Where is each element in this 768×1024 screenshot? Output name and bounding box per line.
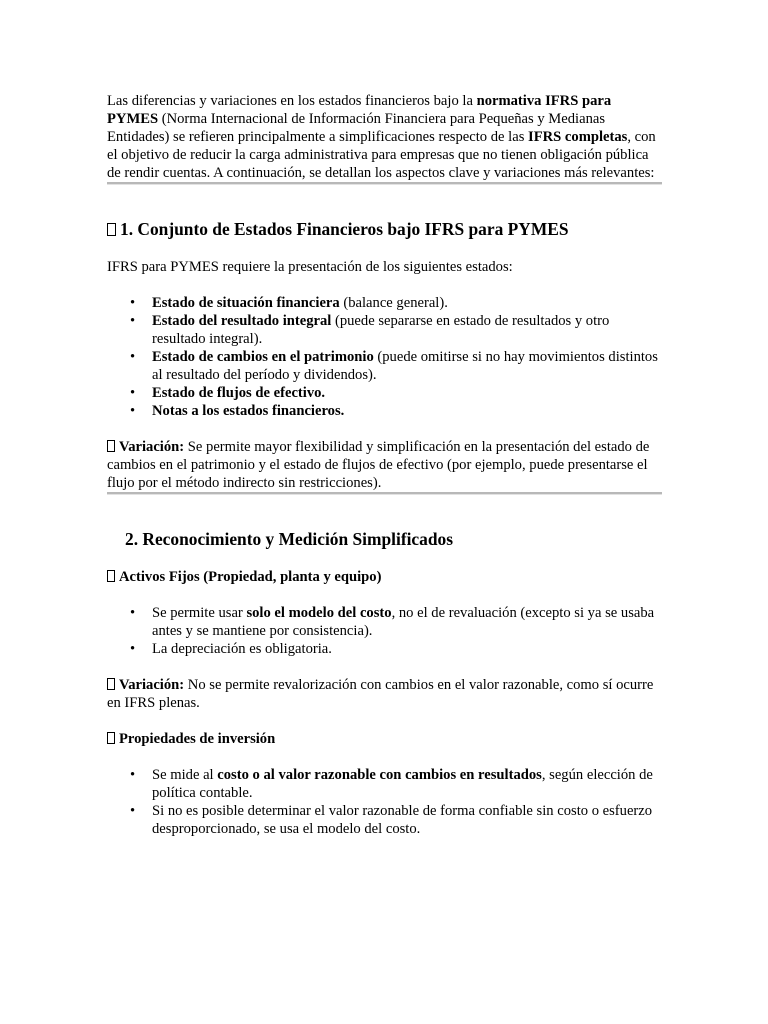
- list-item-bold: Notas a los estados financieros.: [152, 403, 345, 419]
- list-item: [152, 604, 662, 640]
- list-item-text: Si no es posible determinar el valor razonable de forma confiable sin costo o esfuerzo desproporcionado, se usa el modelo del costo.: [152, 803, 653, 837]
- section1-lead: IFRS para PYMES requiere la presentación de los siguientes estados:: [107, 259, 513, 275]
- note-text: Se permite mayor flexibilidad y simplificación en la presentación del estado de cambios en el patrimonio y el estado de flujos de efectivo (por ejemplo, puede presentarse el flujo por el método indirecto sin restricciones).: [107, 439, 650, 491]
- list-item: [152, 384, 662, 402]
- list-item: [152, 294, 662, 312]
- note-label: Variación:: [119, 439, 185, 455]
- missing-glyph-icon: [107, 732, 115, 744]
- list-item: [152, 802, 662, 838]
- section1-note: [107, 438, 662, 492]
- note-text: No se permite revalorización con cambios en el valor razonable, como sí ocurre en IFRS plenas.: [107, 677, 654, 711]
- list-item: [152, 402, 662, 420]
- intro-bold-1: normativa IFRS para PYMES: [107, 93, 612, 127]
- list-item-text: (puede omitirse si no hay movimientos distintos al resultado del período y dividendos).: [152, 349, 658, 383]
- missing-glyph-icon: [107, 223, 116, 236]
- subsection-heading: [107, 568, 662, 586]
- list-item-bold: Estado de flujos de efectivo.: [152, 385, 326, 401]
- list-item: [152, 312, 662, 348]
- section2-heading: 2. Reconocimiento y Medición Simplificados: [125, 529, 453, 549]
- intro-paragraph: [107, 92, 662, 182]
- list-item-text: , según elección de política contable.: [152, 767, 653, 801]
- document-content: [107, 92, 662, 838]
- subsection-title: Activos Fijos (Propiedad, planta y equipo): [119, 569, 382, 585]
- list-item-text: (puede separarse en estado de resultados y otro resultado integral).: [152, 313, 610, 347]
- divider: [107, 492, 662, 494]
- intro-text-3: , con el objetivo de reducir la carga administrativa para empresas que no tienen obligación pública de rendir cuentas. A continuación, se detallan los aspectos clave y variaciones más relevantes:: [107, 129, 656, 181]
- section1-title: 1. Conjunto de Estados Financieros bajo IFRS para PYMES: [120, 219, 569, 239]
- list-item-bold: Estado de cambios en el patrimonio: [152, 349, 374, 365]
- note-label: Variación:: [119, 677, 185, 693]
- list-item-bold: solo el modelo del costo: [246, 605, 392, 621]
- subsection-title: Propiedades de inversión: [119, 731, 276, 747]
- missing-glyph-icon: [107, 570, 115, 582]
- list-item-bold: Estado de situación financiera: [152, 295, 340, 311]
- list-item-text: La depreciación es obligatoria.: [152, 641, 332, 657]
- intro-text-1: Las diferencias y variaciones en los estados financieros bajo la: [107, 93, 477, 109]
- subsection1-note: [107, 676, 662, 712]
- list-item-text: (balance general).: [339, 295, 448, 311]
- subsection1-list: [107, 604, 662, 658]
- divider: [107, 182, 662, 184]
- list-item: [152, 766, 662, 802]
- subsection-heading: [107, 730, 662, 748]
- section1-list: [107, 294, 662, 420]
- subsection2-list: [107, 766, 662, 838]
- list-item-text: , no el de revaluación (excepto si ya se usaba antes y se mantiene por consistencia).: [152, 605, 655, 639]
- list-item: [152, 640, 662, 658]
- missing-glyph-icon: [107, 678, 115, 690]
- list-item: [152, 348, 662, 384]
- list-item-text: Se mide al: [152, 767, 218, 783]
- list-item-bold: Estado del resultado integral: [152, 313, 332, 329]
- list-item-text: Se permite usar: [152, 605, 247, 621]
- missing-glyph-icon: [107, 440, 115, 452]
- section1-heading: [107, 218, 662, 240]
- list-item-bold: costo o al valor razonable con cambios en resultados: [217, 767, 542, 783]
- intro-text-2: (Norma Internacional de Información Financiera para Pequeñas y Medianas Entidades) se refieren principalmente a simplificaciones respecto de las: [107, 111, 606, 145]
- intro-bold-2: IFRS completas: [528, 129, 628, 145]
